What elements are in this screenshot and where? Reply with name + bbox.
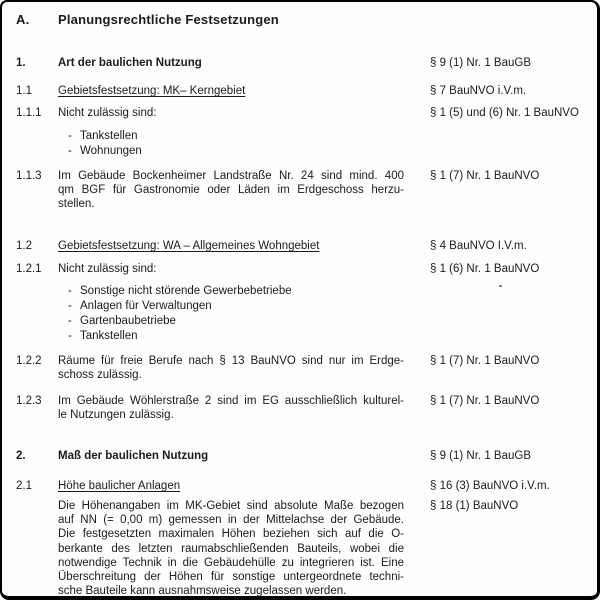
paragraph-line: le Nutzungen zulässig. [58,409,174,422]
paragraph-line: stellen. [58,198,95,211]
list-item [58,314,404,329]
bullet-dash: - [68,300,72,312]
paragraph-line: sche Bauteile kann ausnahmsweise zugelassen werden. [58,585,347,598]
legal-ref: § 1 (6) Nr. 1 BauNVO [430,263,540,275]
paragraph-line: schoss zulässig. [58,369,142,382]
bullet-dash: - [68,130,72,142]
list-item [58,284,404,299]
legal-ref: § 7 BauNVO i.V.m. [430,85,527,97]
list-item-text: Wohnungen [80,145,142,157]
bullet-dash: - [68,330,72,342]
list-item [58,144,404,159]
subsection-heading: Gebietsfestsetzung: WA – Allgemeines Wohngebiet [58,240,320,252]
section-title: Maß der baulichen Nutzung [58,450,209,462]
bullet-dash: - [68,145,72,157]
section-number: 1.2.2 [16,355,42,367]
paragraph-line: Im Gebäude Bockenheimer Landstraße Nr. 24 sind mind. 400 [58,170,404,182]
list-item-text: Gartenbaubetriebe [80,315,176,327]
section-number: 2. [16,450,26,462]
legal-ref: § 1 (7) Nr. 1 BauNVO [430,355,540,367]
legal-ref: § 1 (7) Nr. 1 BauNVO [430,395,540,407]
legal-ref: § 1 (5) und (6) Nr. 1 BauNVO [430,107,579,119]
paragraph-line: qm BGF für Gastronomie oder Läden im Erdgeschoss herzu- [58,184,404,197]
paragraph-line: Im Gebäude Wöhlerstraße 2 sind im EG ausschließlich kulturel- [58,395,404,407]
section-number: 1.2 [16,240,32,252]
bullet-dash: - [68,315,72,327]
document-title: Planungsrechtliche Festsetzungen [58,12,279,27]
paragraph-line: berkante des letzten raumabschließenden Bauteils, wobei die [58,542,404,555]
list-item-text: Tankstellen [80,130,138,142]
list-item [58,329,404,344]
clause-text: Nicht zulässig sind: [58,107,157,119]
paragraph-line: auf NN (= 0,00 m) gemessen in der Mittelachse der Gebäude. [58,514,404,527]
clause-text: Nicht zulässig sind: [58,263,157,275]
paragraph-line: Die festgesetzten maximalen Höhen beziehen sich auf die O- [58,528,404,541]
bullet-dash: - [68,285,72,297]
list-item [58,129,404,144]
legal-ref: § 1 (7) Nr. 1 BauNVO [430,170,540,182]
legal-ref: § 9 (1) Nr. 1 BauGB [430,450,531,462]
paragraph-line: Räume für freie Berufe nach § 13 BauNVO sind nur im Erdge- [58,355,404,367]
legal-ref: § 4 BauNVO I.V.m. [430,240,527,252]
list-item-text: Sonstige nicht störende Gewerbebetriebe [80,285,292,297]
section-number: 1.2.1 [16,263,42,275]
section-number: 1. [16,57,26,69]
legal-ref: § 9 (1) Nr. 1 BauGB [430,57,531,69]
paragraph-line: notwendige Technik in die Gebäudehülle zu integrieren ist. Eine [58,556,404,569]
section-number: 1.1.3 [16,170,42,182]
section-number: 1.1.1 [16,107,42,119]
list-item-text: Anlagen für Verwaltungen [80,300,212,312]
section-number: 2.1 [16,480,32,492]
legal-ref: § 16 (3) BauNVO i.V.m. [430,480,550,492]
section-number: 1.2.3 [16,395,42,407]
section-title: Art der baulichen Nutzung [58,57,202,69]
paragraph-line: Überschreitung der Höhen für sonstige untergeordnete techni- [58,571,404,584]
list-item-text: Tankstellen [80,330,138,342]
subsection-heading: Gebietsfestsetzung: MK– Kerngebiet [58,85,246,97]
scan-artifact-dot [499,285,502,287]
section-number: 1.1 [16,85,32,97]
legal-ref: § 18 (1) BauNVO [430,500,519,512]
list-item [58,299,404,314]
subsection-heading: Höhe baulicher Anlagen [58,480,181,492]
paragraph-line: Die Höhenangaben im MK-Gebiet sind absolute Maße bezogen [58,500,404,512]
section-number: A. [16,12,30,27]
